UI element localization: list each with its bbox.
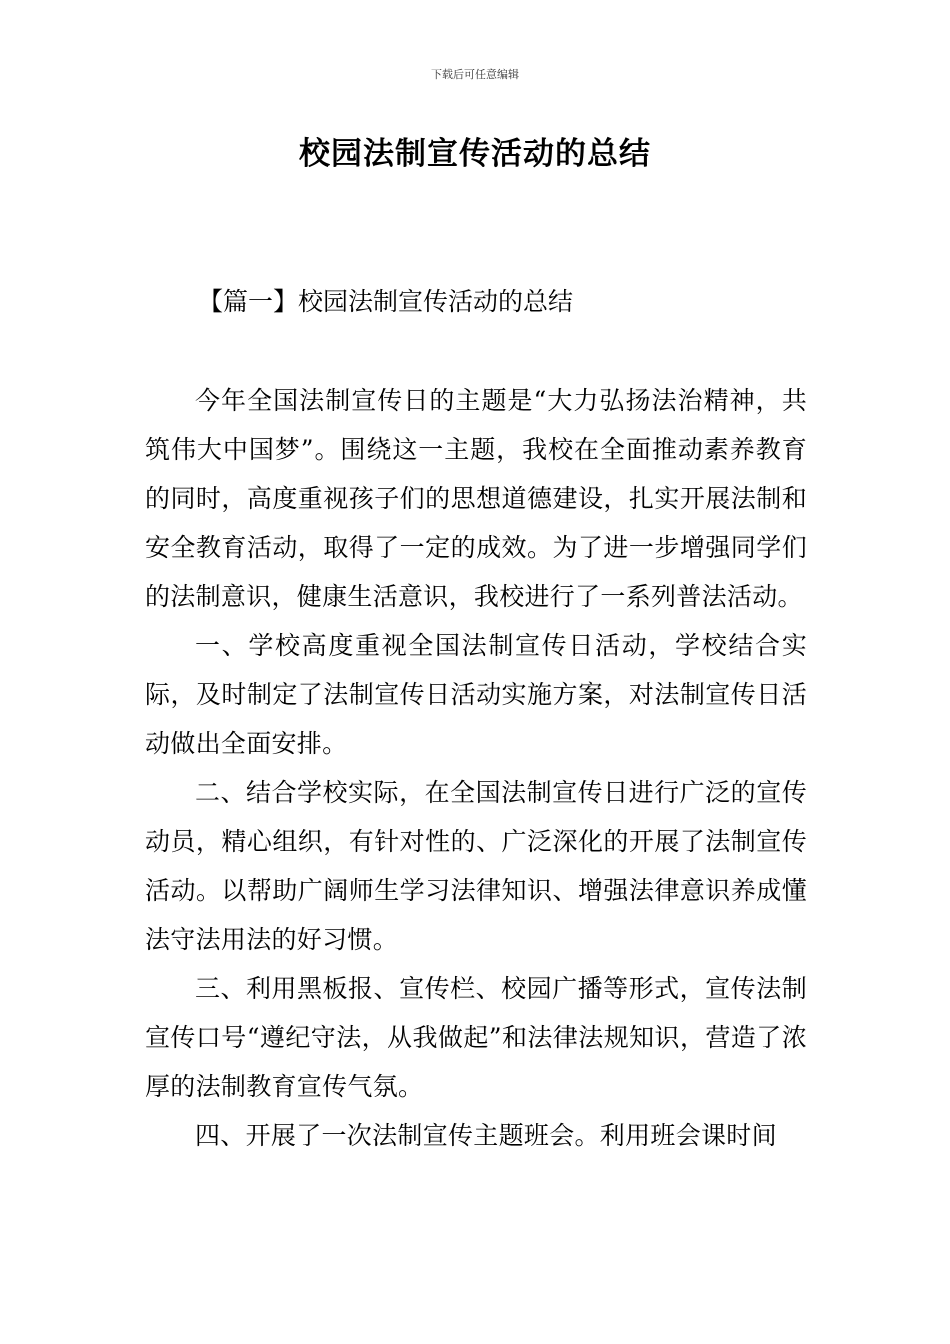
paragraph-intro: 今年全国法制宣传日的主题是“大力弘扬法治精神，共筑伟大中国梦”。围绕这一主题，我校在全面推动素养教育的同时，高度重视孩子们的思想道德建设，扎实开展法制和安全教育活动，取得了一定的成效。为了进一步增强同学们的法制意识，健康生活意识，我校进行了一系列普法活动。	[145, 386, 807, 611]
paragraph-item-2: 二、结合学校实际，在全国法制宣传日进行广泛的宣传动员，精心组织，有针对性的、广泛深化的开展了法制宣传活动。以帮助广阔师生学习法律知识、增强法律意识养成懂法守法用法的好习惯。	[145, 778, 807, 954]
document-title: 校园法制宣传活动的总结	[299, 136, 651, 172]
section-heading: 【篇一】校园法制宣传活动的总结	[198, 287, 574, 316]
document-body	[145, 376, 807, 1160]
paragraph-item-3: 三、利用黑板报、宣传栏、校园广播等形式，宣传法制宣传口号“遵纪守法，从我做起”和法律法规知识，营造了浓厚的法制教育宣传气氛。	[145, 974, 807, 1101]
header-note: 下载后可任意编辑	[431, 68, 519, 81]
paragraph-item-1: 一、学校高度重视全国法制宣传日活动，学校结合实际，及时制定了法制宣传日活动实施方案，对法制宣传日活动做出全面安排。	[145, 631, 807, 758]
paragraph-item-4: 四、开展了一次法制宣传主题班会。利用班会课时间	[195, 1121, 777, 1150]
